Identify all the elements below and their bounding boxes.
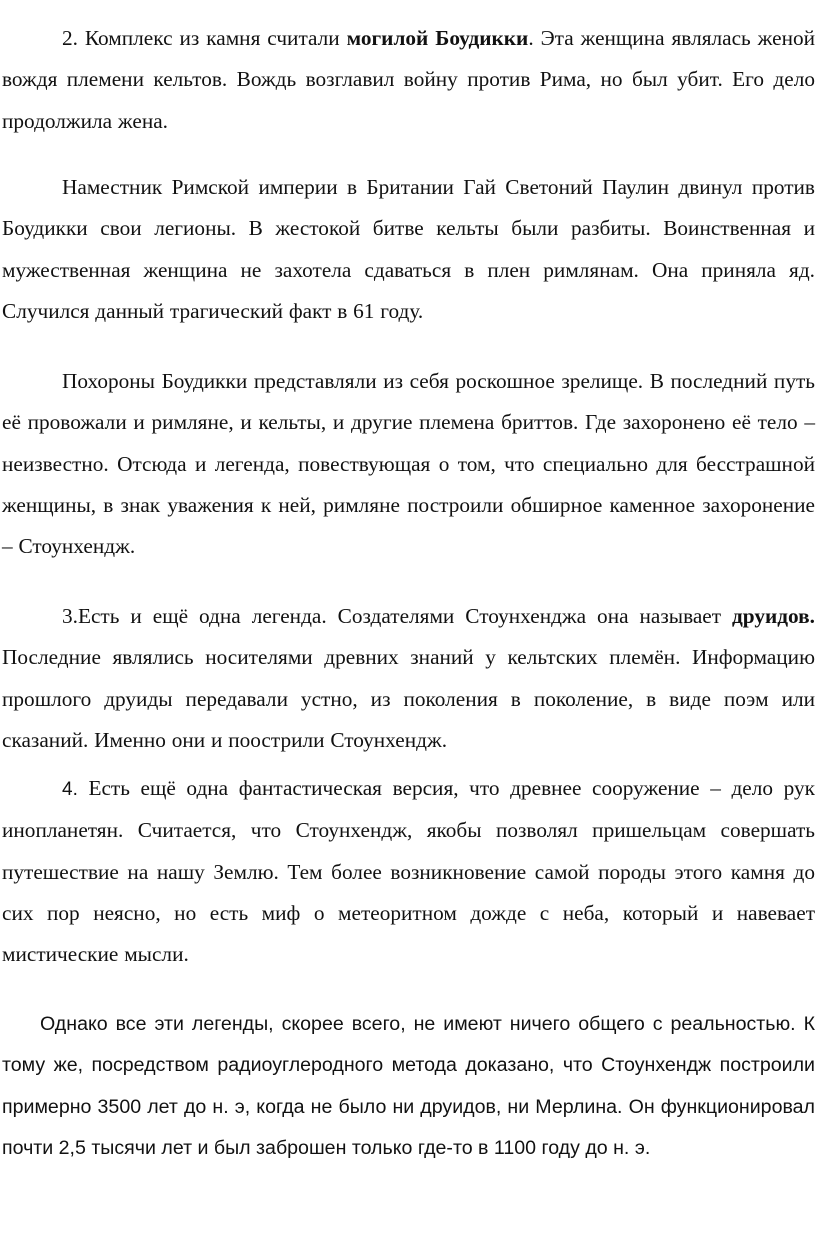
paragraph-text: Есть ещё одна фантастическая версия, что древнее сооружение – дело рук инопланетян. Считается, что Стоунхендж, якобы позволял пришельцам совершать путешествие на нашу Землю. Тем более возникновение самой породы этого камня до сих пор неясно, но есть миф о метеоритном дожде с неба, который и навевает мистические мысли. xyxy=(2,776,815,967)
paragraph-funeral: Похороны Боудикки представляли из себя роскошное зрелище. В последний путь её провожали и римляне, и кельты, и другие племена бриттов. Где захоронено её тело – неизвестно. Отсюда и легенда, повествующая о том, что специально для бесстрашной женщины, в знак уважения к ней, римляне построили обширное каменное захоронение – Стоунхендж. xyxy=(2,369,815,559)
paragraph-text: 2. Комплекс из камня считали xyxy=(62,26,347,50)
paragraph-text: . Эта женщина являлась женой вождя племени кельтов. Вождь возглавил войну против Рима, но был убит. Его дело продолжила жена. xyxy=(2,26,816,133)
bold-term-druids: друидов. xyxy=(732,604,815,628)
bold-term-boudica-tomb: могилой Боудикки xyxy=(346,26,529,50)
paragraph-conclusion: Однако все эти легенды, скорее всего, не имеют ничего общего с реальностью. К тому же, посредством радиоуглеродного метода доказано, что Стоунхендж построили примерно 3500 лет до н. э, когда не было ни друидов, ни Мерлина. Он функционировал почти 2,5 тысячи лет и был заброшен только где-то в 1100 году до н. э. xyxy=(2,1013,815,1160)
paragraph-aliens xyxy=(2,768,815,975)
paragraph-number: 4. xyxy=(62,779,78,800)
paragraph-druids xyxy=(2,596,815,761)
paragraph-text: 3.Есть и ещё одна легенда. Создателями Стоунхенджа она называет xyxy=(62,604,733,628)
paragraph-boudica-tomb xyxy=(2,18,815,142)
paragraph-text: Последние являлись носителями древних знаний у кельтских племён. Информацию прошлого друиды передавали устно, из поколения в поколение, в виде поэм или сказаний. Именно они и поострили Стоунхендж. xyxy=(2,645,815,752)
paragraph-roman-legions: Наместник Римской империи в Британии Гай Светоний Паулин двинул против Боудикки свои легионы. В жестокой битве кельты были разбиты. Воинственная и мужественная женщина не захотела сдаваться в плен римлянам. Она приняла яд. Случился данный трагический факт в 61 году. xyxy=(2,175,815,323)
